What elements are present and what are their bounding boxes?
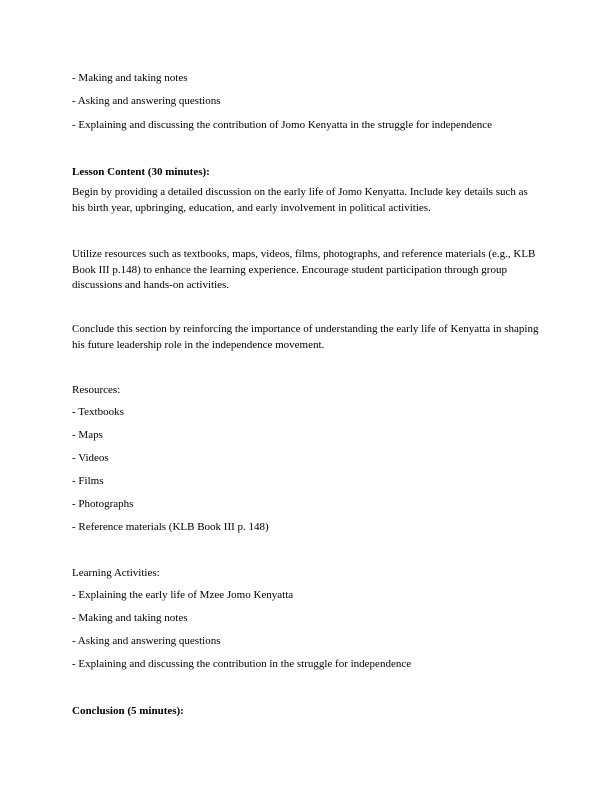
list-item: - Explaining the early life of Mzee Jomo Kenyatta <box>72 589 294 601</box>
lesson-content-paragraph: Conclude this section by reinforcing the importance of understanding the early life of Kenyatta in shaping his future leadership role in the independence movement. <box>72 323 539 351</box>
learning-activities-heading: Learning Activities: <box>72 567 160 579</box>
list-item: - Maps <box>72 429 103 441</box>
list-item: - Reference materials (KLB Book III p. 148) <box>72 521 269 533</box>
list-item: - Photographs <box>72 498 134 510</box>
list-item: - Making and taking notes <box>72 612 188 624</box>
conclusion-heading: Conclusion (5 minutes): <box>72 705 184 717</box>
list-item: - Films <box>72 475 104 487</box>
lesson-content-paragraph: Begin by providing a detailed discussion on the early life of Jomo Kenyatta. Include key details such as his birth year, upbringing, education, and early involvement in political activities. <box>72 186 528 214</box>
lesson-content-paragraph: Utilize resources such as textbooks, maps, videos, films, photographs, and reference materials (e.g., KLB Book III p.148) to enhance the learning experience. Encourage student participation through group discussions and hands-on activities. <box>72 248 536 291</box>
list-item: - Asking and answering questions <box>72 95 221 107</box>
list-item: - Textbooks <box>72 406 124 418</box>
list-item: - Explaining and discussing the contribution in the struggle for independence <box>72 658 412 670</box>
list-item: - Making and taking notes <box>72 72 188 84</box>
resources-heading: Resources: <box>72 384 121 396</box>
list-item: - Asking and answering questions <box>72 635 221 647</box>
lesson-content-heading: Lesson Content (30 minutes): <box>72 166 210 178</box>
list-item: - Videos <box>72 452 109 464</box>
list-item: - Explaining and discussing the contribution of Jomo Kenyatta in the struggle for independence <box>72 119 493 131</box>
